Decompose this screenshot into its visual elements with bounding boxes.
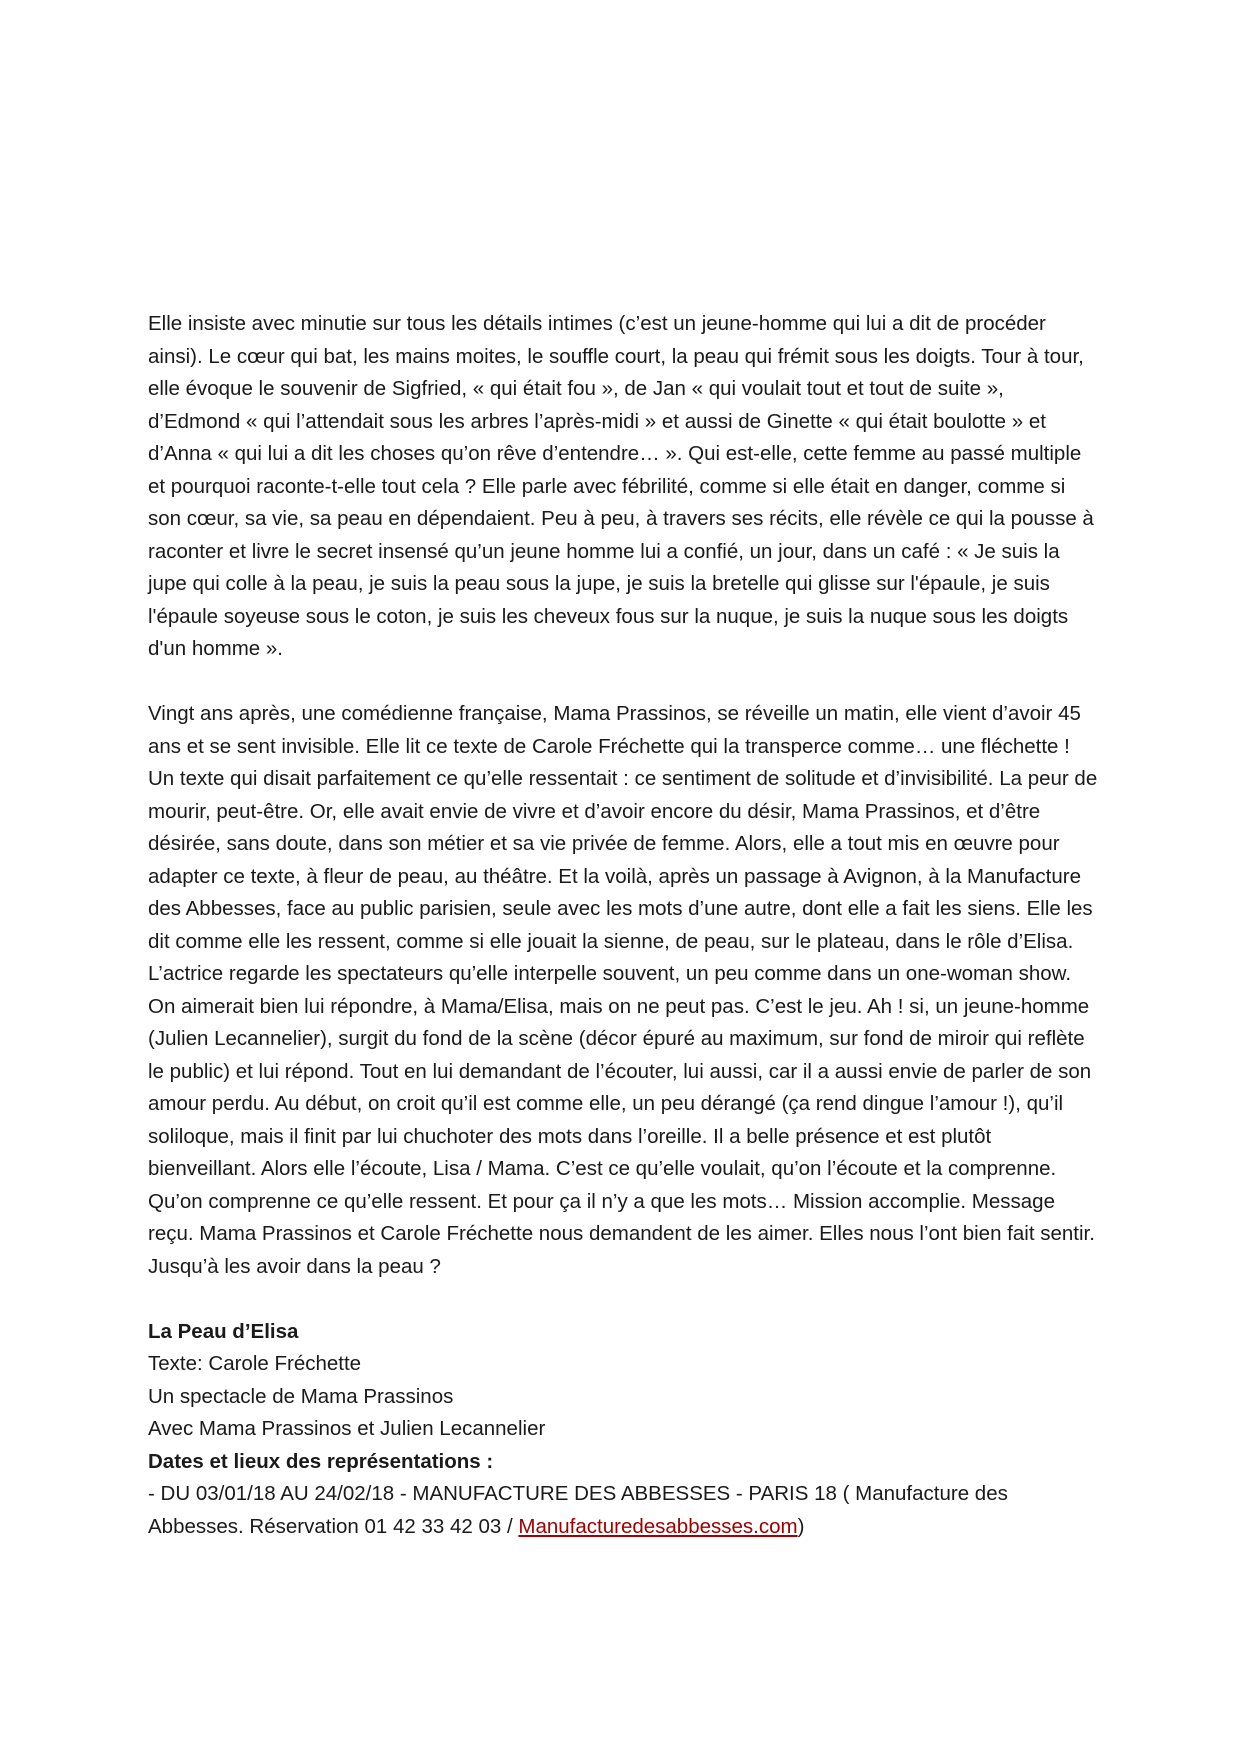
credit-show-director: Un spectacle de Mama Prassinos <box>148 1384 454 1408</box>
credit-text-author: Texte: Carole Fréchette <box>148 1352 362 1375</box>
show-title: La Peau d’Elisa <box>148 1319 299 1343</box>
document-page <box>148 308 1098 1543</box>
dates-closing: ) <box>797 1514 805 1538</box>
paragraph-intro: Elle insiste avec minutie sur tous les détails intimes (c’est un jeune-homme qui lui a dit de procéder ainsi). Le cœur qui bat, les mains moites, le souffle court, la peau qui frémit sous les doigts. Tour à tour, elle évoque le souvenir de Sigfried, « qui était fou », de Jan « qui voulait tout et tout de suite », d’Edmond « qui l’attendait sous les arbres l’après-midi » et aussi de Ginette « qui était boulotte » et d’Anna « qui lui a dit les choses qu’on rêve d’entendre… ». Qui est-elle, cette femme au passé multiple et pourquoi raconte-t-elle tout cela ? Elle parle avec fébrilité, comme si elle était en danger, comme si son cœur, sa vie, sa peau en dépendaient. Peu à peu, à travers ses récits, elle révèle ce qui la pousse à raconter et livre le secret insensé qu’un jeune homme lui a confié, un jour, dans un café : « Je suis la jupe qui colle à la peau, je suis la peau sous la jupe, je suis la bretelle qui glisse sur l'épaule, je suis l'épaule soyeuse sous le coton, je suis les cheveux fous sur la nuque, je suis la nuque sous les doigts d'un homme ». <box>148 312 1094 660</box>
paragraph-actress: Vingt ans après, une comédienne française, Mama Prassinos, se réveille un matin, elle vient d’avoir 45 ans et se sent invisible. Elle lit ce texte de Carole Fréchette qui la transperce comme… une fléchette ! Un texte qui disait parfaitement ce qu’elle ressentait : ce sentiment de solitude et d’invisibilité. La peur de mourir, peut-être. Or, elle avait envie de vivre et d’avoir encore du désir, Mama Prassinos, et d’être désirée, sans doute, dans son métier et sa vie privée de femme. Alors, elle a tout mis en œuvre pour adapter ce texte, à fleur de peau, au théâtre. Et la voilà, après un passage à Avignon, à la Manufacture des Abbesses, face au public parisien, seule avec les mots d’une autre, dont elle a fait les siens. Elle les dit comme elle les ressent, comme si elle jouait la sienne, de peau, sur le plateau, dans le rôle d’Elisa. <box>148 702 1098 953</box>
dates-heading: Dates et lieux des représentations : <box>148 1449 494 1473</box>
paragraph-spacer <box>148 1283 1098 1316</box>
venue-link[interactable]: Manufacturedesabbesses.com <box>518 1514 798 1538</box>
dates-text: - DU 03/01/18 AU 24/02/18 - MANUFACTURE DES ABBESSES - PARIS 18 ( Manufacture des Abbesses. Réservation 01 42 33 42 03 / <box>148 1482 1008 1538</box>
dates-line <box>148 1478 1098 1543</box>
credit-cast: Avec Mama Prassinos et Julien Lecannelier <box>148 1417 546 1440</box>
paragraph-spacer <box>148 666 1098 699</box>
paragraph-review: L’actrice regarde les spectateurs qu’elle interpelle souvent, un peu comme dans un one-woman show. On aimerait bien lui répondre, à Mama/Elisa, mais on ne peut pas. C’est le jeu. Ah ! si, un jeune-homme (Julien Lecannelier), surgit du fond de la scène (décor épuré au maximum, sur fond de miroir qui reflète le public) et lui répond. Tout en lui demandant de l’écouter, lui aussi, car il a aussi envie de parler de son amour perdu. Au début, on croit qu’il est comme elle, un peu dérangé (ça rend dingue l’amour !), qu’il soliloque, mais il finit par lui chuchoter des mots dans l’oreille. Il a belle présence et est plutôt bienveillant. Alors elle l’écoute, Lisa / Mama. C’est ce qu’elle voulait, qu’on l’écoute et la comprenne. Qu’on comprenne ce qu’elle ressent. Et pour ça il n’y a que les mots… Mission accomplie. Message reçu. Mama Prassinos et Carole Fréchette nous demandent de les aimer. Elles nous l’ont bien fait sentir. Jusqu’à les avoir dans la peau ? <box>148 962 1095 1278</box>
credits-block <box>148 1316 1098 1544</box>
